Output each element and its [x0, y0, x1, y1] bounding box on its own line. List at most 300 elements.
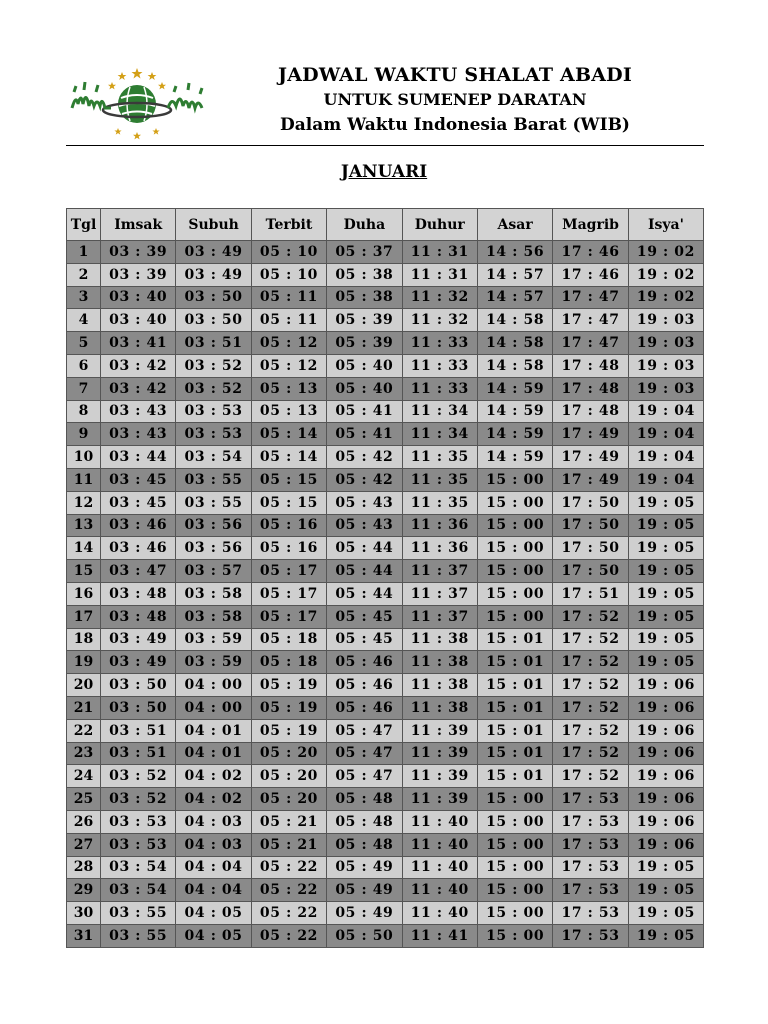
time-cell: 15 : 00	[477, 833, 552, 856]
time-cell: 05 : 14	[251, 446, 326, 469]
time-cell: 19 : 05	[628, 582, 703, 605]
time-cell: 17 : 49	[553, 423, 628, 446]
time-cell: 03 : 39	[101, 263, 176, 286]
time-cell: 19 : 05	[628, 628, 703, 651]
time-cell: 03 : 55	[176, 468, 251, 491]
time-cell: 05 : 48	[327, 788, 402, 811]
time-cell: 05 : 10	[251, 241, 326, 264]
time-cell: 03 : 40	[101, 286, 176, 309]
prayer-schedule-table	[66, 208, 704, 948]
time-cell: 05 : 18	[251, 628, 326, 651]
time-cell: 05 : 21	[251, 833, 326, 856]
time-cell: 03 : 53	[101, 833, 176, 856]
time-cell: 03 : 51	[101, 719, 176, 742]
time-cell: 17 : 46	[553, 241, 628, 264]
time-cell: 11 : 34	[402, 400, 477, 423]
time-cell: 15 : 00	[477, 560, 552, 583]
table-row	[67, 696, 704, 719]
time-cell: 05 : 17	[251, 582, 326, 605]
time-cell: 03 : 50	[101, 674, 176, 697]
time-cell: 19 : 05	[628, 491, 703, 514]
date-cell: 22	[67, 719, 101, 742]
timezone-line: Dalam Waktu Indonesia Barat (WIB)	[280, 115, 630, 135]
time-cell: 14 : 58	[477, 332, 552, 355]
time-cell: 05 : 19	[251, 719, 326, 742]
time-cell: 19 : 06	[628, 742, 703, 765]
time-cell: 11 : 35	[402, 491, 477, 514]
time-cell: 15 : 01	[477, 628, 552, 651]
table-row	[67, 788, 704, 811]
time-cell: 05 : 12	[251, 354, 326, 377]
time-cell: 11 : 37	[402, 605, 477, 628]
date-cell: 7	[67, 377, 101, 400]
time-cell: 04 : 03	[176, 810, 251, 833]
column-header: Imsak	[101, 209, 176, 241]
table-row	[67, 902, 704, 925]
time-cell: 11 : 38	[402, 628, 477, 651]
time-cell: 05 : 22	[251, 902, 326, 925]
time-cell: 03 : 53	[176, 423, 251, 446]
time-cell: 04 : 02	[176, 788, 251, 811]
time-cell: 05 : 47	[327, 765, 402, 788]
time-cell: 11 : 39	[402, 742, 477, 765]
time-cell: 03 : 50	[176, 286, 251, 309]
date-cell: 13	[67, 514, 101, 537]
time-cell: 17 : 51	[553, 582, 628, 605]
time-cell: 05 : 49	[327, 879, 402, 902]
table-row	[67, 468, 704, 491]
time-cell: 03 : 53	[101, 810, 176, 833]
time-cell: 03 : 55	[101, 924, 176, 947]
time-cell: 05 : 47	[327, 742, 402, 765]
time-cell: 19 : 03	[628, 354, 703, 377]
time-cell: 15 : 00	[477, 468, 552, 491]
time-cell: 17 : 53	[553, 879, 628, 902]
date-cell: 16	[67, 582, 101, 605]
table-row	[67, 582, 704, 605]
table-row	[67, 674, 704, 697]
time-cell: 15 : 00	[477, 788, 552, 811]
time-cell: 19 : 04	[628, 468, 703, 491]
time-cell: 05 : 13	[251, 377, 326, 400]
time-cell: 19 : 04	[628, 423, 703, 446]
time-cell: 05 : 16	[251, 514, 326, 537]
time-cell: 03 : 56	[176, 537, 251, 560]
date-cell: 8	[67, 400, 101, 423]
time-cell: 15 : 00	[477, 605, 552, 628]
date-cell: 1	[67, 241, 101, 264]
date-cell: 19	[67, 651, 101, 674]
time-cell: 19 : 03	[628, 332, 703, 355]
table-row	[67, 856, 704, 879]
date-cell: 14	[67, 537, 101, 560]
table-row	[67, 354, 704, 377]
time-cell: 05 : 13	[251, 400, 326, 423]
time-cell: 15 : 00	[477, 879, 552, 902]
time-cell: 11 : 39	[402, 788, 477, 811]
column-header: Tgl	[67, 209, 101, 241]
header-divider	[66, 145, 704, 146]
time-cell: 03 : 50	[176, 309, 251, 332]
time-cell: 11 : 37	[402, 582, 477, 605]
table-row	[67, 810, 704, 833]
time-cell: 17 : 53	[553, 810, 628, 833]
time-cell: 05 : 22	[251, 879, 326, 902]
time-cell: 17 : 52	[553, 765, 628, 788]
date-cell: 23	[67, 742, 101, 765]
time-cell: 03 : 47	[101, 560, 176, 583]
time-cell: 05 : 48	[327, 833, 402, 856]
table-row	[67, 833, 704, 856]
time-cell: 17 : 53	[553, 924, 628, 947]
date-cell: 3	[67, 286, 101, 309]
time-cell: 11 : 33	[402, 377, 477, 400]
time-cell: 15 : 01	[477, 674, 552, 697]
date-cell: 26	[67, 810, 101, 833]
time-cell: 05 : 41	[327, 423, 402, 446]
date-cell: 15	[67, 560, 101, 583]
time-cell: 19 : 04	[628, 400, 703, 423]
date-cell: 6	[67, 354, 101, 377]
time-cell: 05 : 43	[327, 491, 402, 514]
time-cell: 03 : 58	[176, 582, 251, 605]
time-cell: 11 : 35	[402, 446, 477, 469]
time-cell: 19 : 06	[628, 696, 703, 719]
time-cell: 05 : 15	[251, 491, 326, 514]
date-cell: 30	[67, 902, 101, 925]
date-cell: 9	[67, 423, 101, 446]
table-row	[67, 765, 704, 788]
time-cell: 03 : 52	[101, 765, 176, 788]
time-cell: 19 : 05	[628, 902, 703, 925]
time-cell: 14 : 59	[477, 377, 552, 400]
time-cell: 19 : 05	[628, 924, 703, 947]
table-row	[67, 491, 704, 514]
table-row	[67, 241, 704, 264]
time-cell: 19 : 06	[628, 810, 703, 833]
time-cell: 19 : 06	[628, 674, 703, 697]
time-cell: 05 : 19	[251, 696, 326, 719]
time-cell: 05 : 44	[327, 560, 402, 583]
time-cell: 05 : 46	[327, 696, 402, 719]
table-row	[67, 423, 704, 446]
column-header: Duhur	[402, 209, 477, 241]
time-cell: 03 : 49	[101, 628, 176, 651]
time-cell: 04 : 05	[176, 902, 251, 925]
time-cell: 05 : 20	[251, 765, 326, 788]
time-cell: 04 : 00	[176, 674, 251, 697]
time-cell: 19 : 06	[628, 788, 703, 811]
time-cell: 05 : 11	[251, 309, 326, 332]
time-cell: 19 : 05	[628, 537, 703, 560]
time-cell: 05 : 43	[327, 514, 402, 537]
time-cell: 03 : 55	[176, 491, 251, 514]
time-cell: 05 : 46	[327, 651, 402, 674]
table-row	[67, 628, 704, 651]
time-cell: 05 : 38	[327, 286, 402, 309]
time-cell: 05 : 44	[327, 582, 402, 605]
date-cell: 31	[67, 924, 101, 947]
time-cell: 17 : 48	[553, 377, 628, 400]
time-cell: 19 : 05	[628, 514, 703, 537]
time-cell: 05 : 16	[251, 537, 326, 560]
time-cell: 03 : 42	[101, 377, 176, 400]
time-cell: 11 : 40	[402, 856, 477, 879]
time-cell: 11 : 34	[402, 423, 477, 446]
table-row	[67, 605, 704, 628]
time-cell: 15 : 00	[477, 491, 552, 514]
time-cell: 03 : 52	[176, 377, 251, 400]
time-cell: 14 : 57	[477, 263, 552, 286]
time-cell: 17 : 50	[553, 537, 628, 560]
time-cell: 03 : 42	[101, 354, 176, 377]
nu-logo-icon	[66, 62, 209, 144]
time-cell: 17 : 47	[553, 286, 628, 309]
time-cell: 03 : 39	[101, 241, 176, 264]
time-cell: 05 : 40	[327, 377, 402, 400]
date-cell: 11	[67, 468, 101, 491]
time-cell: 05 : 22	[251, 856, 326, 879]
month-heading: JANUARI	[340, 162, 428, 182]
time-cell: 14 : 57	[477, 286, 552, 309]
time-cell: 04 : 01	[176, 742, 251, 765]
time-cell: 04 : 01	[176, 719, 251, 742]
time-cell: 15 : 01	[477, 765, 552, 788]
time-cell: 17 : 50	[553, 560, 628, 583]
time-cell: 11 : 39	[402, 765, 477, 788]
time-cell: 17 : 47	[553, 332, 628, 355]
date-cell: 20	[67, 674, 101, 697]
column-header: Terbit	[251, 209, 326, 241]
time-cell: 19 : 05	[628, 651, 703, 674]
time-cell: 17 : 53	[553, 833, 628, 856]
table-row	[67, 651, 704, 674]
time-cell: 17 : 52	[553, 651, 628, 674]
time-cell: 03 : 44	[101, 446, 176, 469]
date-cell: 21	[67, 696, 101, 719]
time-cell: 14 : 58	[477, 354, 552, 377]
time-cell: 04 : 05	[176, 924, 251, 947]
table-row	[67, 537, 704, 560]
time-cell: 05 : 37	[327, 241, 402, 264]
time-cell: 03 : 53	[176, 400, 251, 423]
time-cell: 17 : 52	[553, 719, 628, 742]
column-header: Subuh	[176, 209, 251, 241]
date-cell: 24	[67, 765, 101, 788]
time-cell: 15 : 01	[477, 651, 552, 674]
date-cell: 27	[67, 833, 101, 856]
time-cell: 04 : 04	[176, 879, 251, 902]
time-cell: 03 : 50	[101, 696, 176, 719]
table-row	[67, 446, 704, 469]
table-row	[67, 719, 704, 742]
time-cell: 03 : 41	[101, 332, 176, 355]
time-cell: 15 : 00	[477, 810, 552, 833]
time-cell: 14 : 58	[477, 309, 552, 332]
time-cell: 14 : 59	[477, 446, 552, 469]
time-cell: 11 : 31	[402, 263, 477, 286]
time-cell: 17 : 52	[553, 696, 628, 719]
time-cell: 05 : 15	[251, 468, 326, 491]
time-cell: 15 : 01	[477, 719, 552, 742]
time-cell: 04 : 04	[176, 856, 251, 879]
time-cell: 17 : 47	[553, 309, 628, 332]
time-cell: 17 : 52	[553, 605, 628, 628]
time-cell: 05 : 22	[251, 924, 326, 947]
time-cell: 17 : 53	[553, 788, 628, 811]
time-cell: 17 : 52	[553, 742, 628, 765]
time-cell: 03 : 45	[101, 491, 176, 514]
time-cell: 05 : 42	[327, 446, 402, 469]
time-cell: 17 : 53	[553, 902, 628, 925]
time-cell: 15 : 00	[477, 856, 552, 879]
date-cell: 28	[67, 856, 101, 879]
time-cell: 11 : 41	[402, 924, 477, 947]
time-cell: 11 : 38	[402, 651, 477, 674]
time-cell: 05 : 12	[251, 332, 326, 355]
date-cell: 12	[67, 491, 101, 514]
time-cell: 03 : 59	[176, 628, 251, 651]
time-cell: 17 : 48	[553, 400, 628, 423]
time-cell: 15 : 01	[477, 696, 552, 719]
table-row	[67, 309, 704, 332]
time-cell: 05 : 40	[327, 354, 402, 377]
time-cell: 05 : 44	[327, 537, 402, 560]
table-row	[67, 879, 704, 902]
column-header: Asar	[477, 209, 552, 241]
time-cell: 05 : 10	[251, 263, 326, 286]
time-cell: 05 : 17	[251, 560, 326, 583]
date-cell: 10	[67, 446, 101, 469]
time-cell: 03 : 57	[176, 560, 251, 583]
time-cell: 03 : 46	[101, 514, 176, 537]
time-cell: 03 : 52	[176, 354, 251, 377]
time-cell: 19 : 06	[628, 833, 703, 856]
date-cell: 17	[67, 605, 101, 628]
time-cell: 11 : 40	[402, 833, 477, 856]
time-cell: 05 : 45	[327, 605, 402, 628]
time-cell: 19 : 05	[628, 879, 703, 902]
time-cell: 03 : 49	[101, 651, 176, 674]
time-cell: 05 : 19	[251, 674, 326, 697]
time-cell: 11 : 32	[402, 309, 477, 332]
page-title: JADWAL WAKTU SHALAT ABADI	[278, 64, 632, 86]
table-row	[67, 332, 704, 355]
time-cell: 04 : 03	[176, 833, 251, 856]
column-header: Duha	[327, 209, 402, 241]
time-cell: 04 : 02	[176, 765, 251, 788]
table-row	[67, 400, 704, 423]
table-row	[67, 263, 704, 286]
page-subtitle: UNTUK SUMENEP DARATAN	[323, 90, 587, 109]
time-cell: 03 : 48	[101, 605, 176, 628]
header	[210, 62, 700, 138]
time-cell: 05 : 20	[251, 742, 326, 765]
time-cell: 03 : 49	[176, 241, 251, 264]
time-cell: 11 : 36	[402, 514, 477, 537]
column-header: Isya'	[628, 209, 703, 241]
time-cell: 05 : 41	[327, 400, 402, 423]
date-cell: 5	[67, 332, 101, 355]
time-cell: 17 : 50	[553, 491, 628, 514]
time-cell: 11 : 40	[402, 810, 477, 833]
time-cell: 03 : 54	[101, 879, 176, 902]
time-cell: 05 : 45	[327, 628, 402, 651]
time-cell: 11 : 32	[402, 286, 477, 309]
time-cell: 11 : 38	[402, 696, 477, 719]
time-cell: 03 : 51	[176, 332, 251, 355]
table-row	[67, 560, 704, 583]
time-cell: 03 : 58	[176, 605, 251, 628]
time-cell: 15 : 00	[477, 924, 552, 947]
time-cell: 05 : 49	[327, 902, 402, 925]
time-cell: 03 : 55	[101, 902, 176, 925]
time-cell: 03 : 51	[101, 742, 176, 765]
time-cell: 03 : 49	[176, 263, 251, 286]
time-cell: 17 : 48	[553, 354, 628, 377]
table-row	[67, 742, 704, 765]
time-cell: 04 : 00	[176, 696, 251, 719]
time-cell: 05 : 38	[327, 263, 402, 286]
time-cell: 11 : 31	[402, 241, 477, 264]
time-cell: 03 : 40	[101, 309, 176, 332]
time-cell: 19 : 05	[628, 856, 703, 879]
date-cell: 18	[67, 628, 101, 651]
table-row	[67, 377, 704, 400]
time-cell: 19 : 06	[628, 719, 703, 742]
table-header-row	[67, 209, 704, 241]
time-cell: 19 : 03	[628, 309, 703, 332]
time-cell: 05 : 49	[327, 856, 402, 879]
time-cell: 03 : 52	[101, 788, 176, 811]
time-cell: 17 : 52	[553, 674, 628, 697]
time-cell: 17 : 52	[553, 628, 628, 651]
time-cell: 17 : 50	[553, 514, 628, 537]
time-cell: 03 : 56	[176, 514, 251, 537]
time-cell: 19 : 06	[628, 765, 703, 788]
time-cell: 14 : 59	[477, 423, 552, 446]
time-cell: 17 : 49	[553, 468, 628, 491]
time-cell: 17 : 46	[553, 263, 628, 286]
time-cell: 05 : 17	[251, 605, 326, 628]
time-cell: 05 : 18	[251, 651, 326, 674]
time-cell: 03 : 54	[176, 446, 251, 469]
time-cell: 05 : 47	[327, 719, 402, 742]
time-cell: 11 : 40	[402, 902, 477, 925]
time-cell: 05 : 48	[327, 810, 402, 833]
time-cell: 05 : 21	[251, 810, 326, 833]
column-header: Magrib	[553, 209, 628, 241]
time-cell: 17 : 49	[553, 446, 628, 469]
time-cell: 11 : 38	[402, 674, 477, 697]
time-cell: 05 : 39	[327, 332, 402, 355]
date-cell: 2	[67, 263, 101, 286]
time-cell: 14 : 59	[477, 400, 552, 423]
time-cell: 05 : 39	[327, 309, 402, 332]
time-cell: 15 : 00	[477, 537, 552, 560]
time-cell: 19 : 04	[628, 446, 703, 469]
date-cell: 4	[67, 309, 101, 332]
table-row	[67, 286, 704, 309]
time-cell: 05 : 11	[251, 286, 326, 309]
time-cell: 05 : 50	[327, 924, 402, 947]
date-cell: 29	[67, 879, 101, 902]
time-cell: 03 : 45	[101, 468, 176, 491]
time-cell: 19 : 02	[628, 286, 703, 309]
time-cell: 15 : 00	[477, 514, 552, 537]
time-cell: 15 : 00	[477, 902, 552, 925]
table-row	[67, 924, 704, 947]
